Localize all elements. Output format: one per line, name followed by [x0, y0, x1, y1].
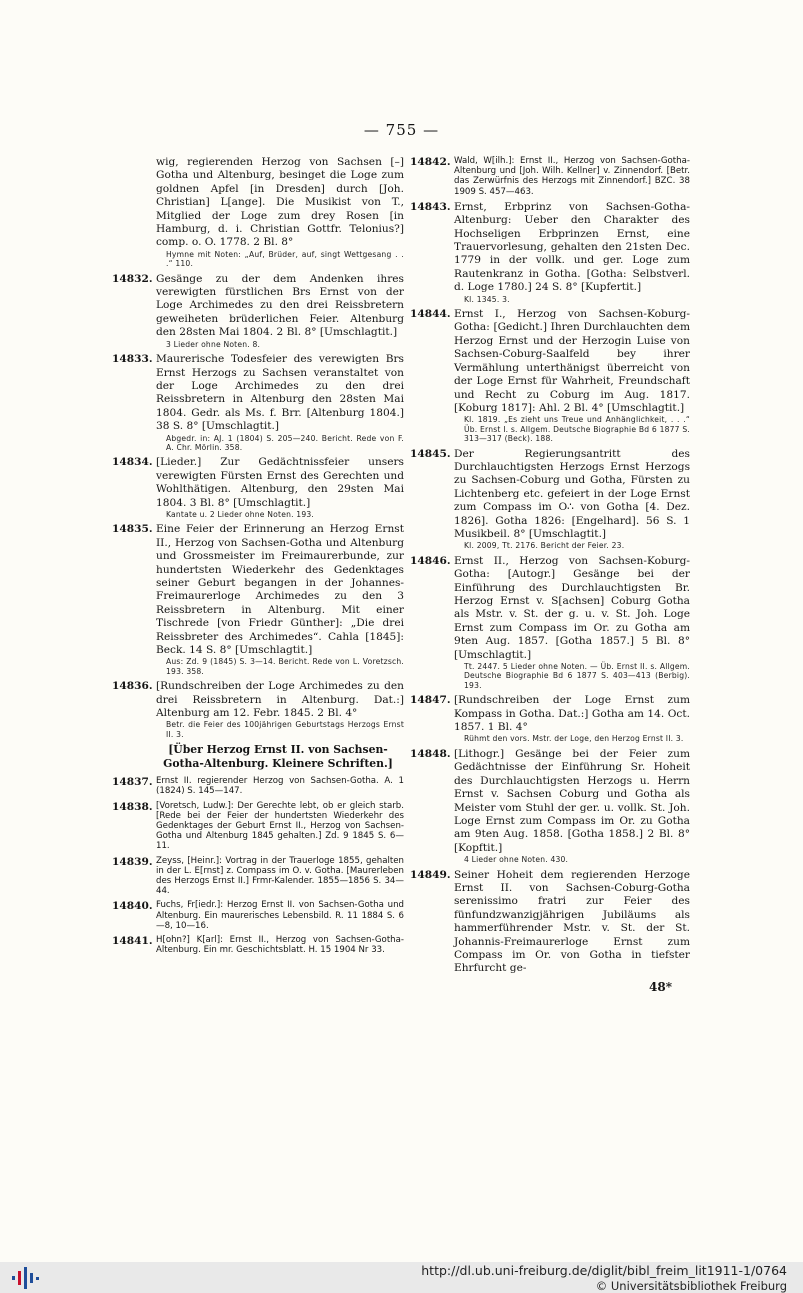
entry-number: 14841.	[112, 934, 153, 947]
entry-number: 14847.	[410, 694, 451, 707]
bibliography-entry	[112, 353, 404, 452]
bibliography-entry	[410, 448, 690, 551]
entry-text: Gesänge zu der dem Andenken ihres verewigten fürstlichen Brs Ernst von der Loge Archimedes zu den drei Reissbretern geweiheten brüderlichen Feier. Altenburg den 28sten Mai 1804. 2 Bl. 8° [Umschlagtit.]	[156, 272, 404, 339]
entry-text: [Lieder.] Zur Gedächtnissfeier unsers verewigten Fürsten Ernst des Gerechten und Wohlthätigen. Altenburg, den 29sten Mai 1804. 3 Bl. 8° [Umschlagtit.]	[156, 456, 404, 509]
entry-number: 14839.	[112, 855, 153, 868]
bibliography-entry	[410, 869, 690, 976]
bibliography-entry	[410, 156, 690, 197]
entry-text: Fuchs, Fr[iedr.]: Herzog Ernst II. von Sachsen-Gotha und Altenburg. Ein maurerisches Lebensbild. R. 11 1884 S. 6—8, 10—16.	[156, 900, 404, 931]
entry-number: 14843.	[410, 200, 451, 213]
entry-number: 14845.	[410, 447, 451, 460]
bibliography-entry	[410, 694, 690, 744]
signature-mark: 48*	[649, 979, 672, 994]
permalink-url[interactable]: http://dl.ub.uni-freiburg.de/diglit/bibl_freim_lit1911-1/0764	[421, 1263, 787, 1278]
bibliography-entry	[112, 156, 404, 269]
bibliography-entry	[410, 748, 690, 865]
entry-number: 14836.	[112, 680, 153, 693]
entry-text: Ernst, Erbprinz von Sachsen-Gotha-Altenburg: Ueber den Charakter des Hochseligen Erbprinzen Ernst, eine Trauervorlesung, gehalten den 21sten Dec. 1779 in der vollk. und ger. Loge zum Rautenkranz in Gotha. [Gotha: Selbstverl. d. Loge 1780.] 24 S. 8° [Kupfertit.]	[454, 200, 690, 294]
entry-text: Der Regierungsantritt des Durchlauchtigsten Herzogs Ernst Herzogs zu Sachsen-Coburg und Gotha, Fürsten zu Lichtenberg etc. gefeiert in der Loge Ernst zum Compass im O∴ von Gotha [4. Dez. 1826]. Gotha 1826: [Engelhard]. 56 S. 1 Musikbeil. 8° [Umschlagtit.]	[454, 447, 690, 540]
viewer-footer	[0, 1262, 803, 1291]
right-column	[410, 156, 690, 994]
bibliography-entry	[112, 776, 404, 796]
entry-note: Hymne mit Noten: „Auf, Brüder, auf, singt Wettgesang . . .“ 110.	[166, 249, 404, 269]
entry-number: 14846.	[410, 554, 451, 567]
entry-note: Rühmt den vors. Mstr. der Loge, den Herzog Ernst II. 3.	[464, 734, 684, 744]
section-heading: [Über Herzog Ernst II. von Sachsen-Gotha-Altenburg. Kleinere Schriften.]	[163, 743, 393, 770]
bibliography-entry	[112, 801, 404, 852]
entry-number: 14848.	[410, 747, 451, 760]
entry-note: Betr. die Feier des 100jährigen Geburtstags Herzogs Ernst II. 3.	[166, 720, 404, 739]
page-number: — 755 —	[363, 121, 440, 139]
entry-text: wig, regierenden Herzog von Sachsen [–] Gotha und Altenburg, besinget die Loge zum goldnen Apfel [in Dresden] durch [Joh. Christian] L[ange]. Die Musikist von T., Mitglied der Loge zum drey Rosen [in Hamburg, d. i. Christian Gottfr. Telonius?] comp. o. O. 1778. 2 Bl. 8°	[156, 156, 404, 249]
entry-text: [Rundschreiben der Loge Ernst zum Kompass in Gotha. Dat.:] Gotha am 14. Oct. 1857. 1 Bl. 4°	[454, 694, 690, 734]
bibliography-entry	[112, 680, 404, 739]
entry-number: 14835.	[112, 523, 153, 536]
entry-text: Eine Feier der Erinnerung an Herzog Ernst II., Herzog von Sachsen-Gotha und Altenburg und Grossmeister im Freimaurerbunde, zur hundertsten Wiederkehr des Gedenktages seiner Geburt begangen in der Johannes-Freimaurerloge Archimedes zu den 3 Reissbretern in Altenburg. Mit einer Tischrede [von Friedr Günther]: „Die drei Reissbreter des Archimedes“. Cahla [1845]: Beck. 14 S. 8° [Umschlagtit.]	[156, 523, 404, 657]
left-entries	[112, 156, 404, 739]
bibliography-entry	[112, 456, 404, 519]
left-column	[112, 156, 404, 959]
entry-text: Maurerische Todesfeier des verewigten Brs Ernst Herzogs zu Sachsen veranstaltet von der Loge Archimedes zu den drei Reissbretern in Altenburg den 28sten Mai 1804. Gedr. als Ms. f. Brr. [Altenburg 1804.] 38 S. 8° [Umschlagtit.]	[156, 353, 404, 433]
bibliography-entry	[410, 308, 690, 443]
entry-text: [Lithogr.] Gesänge bei der Feier zum Gedächtnisse der Einführung Sr. Hoheit des Durchlauchtigsten Herzogs u. Herrn Ernst v. Sachsen Coburg und Gotha als Meister vom Stuhl der ger. u. vollk. St. Joh. Loge Ernst zum Compass im Or. zu Gotha am 9ten Aug. 1858. [Gotha 1858.] 2 Bl. 8° [Kopftit.]	[454, 747, 690, 854]
entry-number: 14842.	[410, 156, 451, 168]
entry-text: H[ohn?] K[arl]: Ernst II., Herzog von Sachsen-Gotha-Altenburg. Ein mr. Geschichtsblatt. H. 15 1904 Nr 33.	[156, 934, 404, 956]
entry-text: Ernst II., Herzog von Sachsen-Koburg-Gotha: [Autogr.] Gesänge bei der Einführung des Durchlauchtigsten Br. Herzog Ernst v. S[achsen] Coburg Gotha als Mstr. v. St. der g. u. v. St. Joh. Loge Ernst zum Compass im Or. zu Gotha am 9ten Aug. 1857. [Gotha 1857.] 5 Bl. 8° [Umschlagtit.]	[454, 554, 690, 661]
left-small-entries	[112, 776, 404, 955]
entry-note: Abgedr. in: AJ. 1 (1804) S. 205—240. Bericht. Rede von F. A. Chr. Mörlin. 358.	[166, 433, 404, 452]
entry-note: 4 Lieder ohne Noten. 430.	[464, 855, 569, 865]
entry-note: Kantate u. 2 Lieder ohne Noten. 193.	[166, 509, 315, 519]
entry-note: Tt. 2447. 5 Lieder ohne Noten. — Üb. Ernst II. s. Allgem. Deutsche Biographie Bd 6 1877 S. 403—413 (Berbig). 193.	[464, 662, 690, 690]
entry-text: Wald, W[ilh.]: Ernst II., Herzog von Sachsen-Gotha-Altenburg und [Joh. Wilh. Kellner] v. Zinnendorf. [Betr. das Zerwürfnis des Herzogs mit Zinnendorf.] BZC. 38 1909 S. 457—463.	[454, 156, 690, 197]
entry-number: 14832.	[112, 272, 153, 285]
copyright-text: © Universitätsbibliothek Freiburg	[595, 1279, 787, 1293]
entry-number: 14844.	[410, 308, 451, 321]
entry-note: Kl. 2009, Tt. 2176. Bericht der Feier. 23.	[464, 541, 625, 551]
entry-text: Seiner Hoheit dem regierenden Herzoge Ernst II. von Sachsen-Coburg-Gotha serenissimo fratri zur Feier des fünfundzwanzigjährigen Jubiläums als hammerführender Mstr. v. St. der St. Johannis-Freimaurerloge Ernst zum Compass im Or. von Gotha in tiefster Ehrfurcht ge-	[454, 868, 690, 975]
right-entries	[410, 156, 690, 976]
entry-note: 3 Lieder ohne Noten. 8.	[166, 339, 261, 349]
entry-note: Kl. 1819. „Es zieht uns Treue und Anhänglichkeit, . . .“ Üb. Ernst I. s. Allgem. Deutsche Biographie Bd 6 1877 S. 313—317 (Beck). 188.	[464, 415, 690, 444]
bibliography-entry	[112, 273, 404, 349]
bibliography-entry	[112, 523, 404, 676]
entry-number: 14849.	[410, 868, 451, 881]
entry-text: [Voretsch, Ludw.]: Der Gerechte lebt, ob er gleich starb. [Rede bei der Feier der hundertsten Wiederkehr des Gedenktages der Geburt Ernst II., Herzog von Sachsen-Gotha und Altenburg 1845 gehalten.] Zd. 9 1845 S. 6—11.	[156, 800, 404, 852]
entry-text: Ernst I., Herzog von Sachsen-Koburg-Gotha: [Gedicht.] Ihren Durchlauchten dem Herzog Ernst und der Herzogin Luise von Sachsen-Coburg-Saalfeld bey ihrer Vermählung unterthänigst überreicht von der Loge Ernst für Wahrheit, Freundschaft und Recht zu Coburg im Aug. 1817. [Koburg 1817]: Ahl. 2 Bl. 4° [Umschlagtit.]	[454, 308, 690, 414]
bibliography-entry	[112, 900, 404, 931]
bibliography-entry	[112, 856, 404, 897]
entry-number: 14840.	[112, 900, 153, 913]
entry-number: 14838.	[112, 800, 153, 813]
bibliography-entry	[410, 555, 690, 690]
entry-number: 14837.	[112, 776, 153, 789]
bibliography-entry	[112, 935, 404, 955]
entry-note: Aus: Zd. 9 (1845) S. 3—14. Bericht. Rede von L. Voretzsch. 193. 358.	[166, 657, 404, 676]
entry-text: [Rundschreiben der Loge Archimedes zu den drei Reissbretern in Altenburg. Dat.:] Altenburg am 12. Febr. 1845. 2 Bl. 4°	[156, 680, 404, 720]
entry-number: 14834.	[112, 456, 153, 469]
library-logo-icon	[10, 1267, 40, 1289]
entry-text: Zeyss, [Heinr.]: Vortrag in der Trauerloge 1855, gehalten in der L. E[rnst] z. Compass im O. v. Gotha. [Maurerleben des Herzogs Ernst II.] Frmr-Kalender. 1855—1856 S. 34—44.	[156, 855, 404, 897]
entry-number: 14833.	[112, 353, 153, 366]
bibliography-entry	[410, 201, 690, 304]
entry-text: Ernst II. regierender Herzog von Sachsen-Gotha. A. 1 (1824) S. 145—147.	[156, 776, 404, 797]
entry-note: Kl. 1345. 3.	[464, 294, 510, 304]
